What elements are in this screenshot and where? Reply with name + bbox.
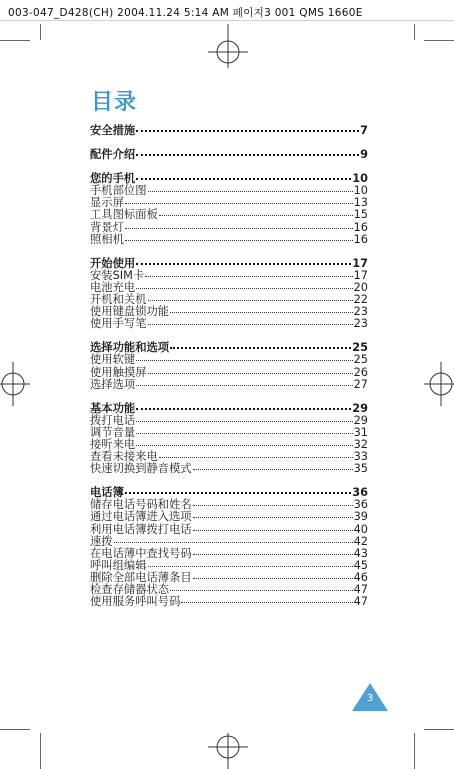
toc-leader-dots [193,505,353,506]
toc-leader-dots [148,373,353,374]
trim-line [424,729,454,730]
toc-leader-dots [193,469,353,470]
toc-page-number: 40 [353,522,368,536]
toc-leader-dots [136,263,351,265]
toc-entry-label: 显示屏 [90,196,124,210]
toc-page-number: 29 [352,401,368,415]
toc-page-number: 15 [353,208,368,222]
toc-entry-label: 拨打电话 [90,413,136,427]
toc-page-number: 25 [352,341,368,355]
toc-heading-label: 基本功能 [90,401,136,415]
toc-page-number: 31 [353,425,368,439]
registration-mark-left-icon [0,362,30,406]
toc-entry-label: 利用电话簿拨打电话 [90,522,192,536]
toc-entry[interactable] [90,379,368,391]
toc-leader-dots [148,566,353,567]
toc-entry-label: 储存电话号码和姓名 [90,498,192,512]
toc-page-number: 39 [353,510,368,524]
toc-entry-label: 呼叫组编辑 [90,558,147,572]
toc-leader-dots [125,203,353,204]
toc-entry-label: 选择选项 [90,377,136,391]
toc-entry-label: 检查存储器状态 [90,583,170,596]
toc-page-number: 33 [353,450,368,464]
toc-entry[interactable] [90,367,368,379]
toc-leader-dots [159,457,353,458]
toc-entry-label: 背景灯 [90,220,124,234]
toc-section [90,342,368,390]
print-slug-bar [0,0,454,22]
toc-section-heading[interactable] [90,149,368,161]
toc-page-number: 7 [360,124,368,137]
toc-entry[interactable] [90,511,368,523]
toc-entry-label: 工具图标面板 [90,208,158,222]
toc-entry[interactable] [90,185,368,197]
toc-heading-label: 配件介绍 [90,148,136,162]
toc-entry-label: 电池充电 [90,280,136,294]
print-slug-divider [0,20,454,21]
toc-leader-dots [136,421,352,422]
toc-entry[interactable] [90,234,368,246]
toc-leader-dots [148,300,353,301]
toc-section [90,149,368,161]
toc-entry-label: 接听来电 [90,437,136,451]
toc-section [90,125,368,137]
toc-entry[interactable] [90,536,368,548]
toc-entry-label: 开机和关机 [90,293,147,307]
registration-mark-right-icon [424,362,454,406]
toc-section-heading[interactable] [90,125,368,137]
toc-page-number: 23 [353,317,368,331]
toc-leader-dots [193,517,353,518]
toc-page-number: 25 [353,353,368,367]
toc-leader-dots [145,276,352,277]
trim-line [414,733,415,769]
toc-entry[interactable] [90,524,368,536]
toc-entry-label: 使用软键 [90,353,136,367]
toc-page-number: 13 [353,196,368,210]
toc-entry-label: 手机部位图 [90,184,147,198]
toc-page-number: 29 [353,413,368,427]
toc-heading-label: 电话簿 [90,486,124,500]
toc-leader-dots [136,154,359,156]
toc-heading-label: 开始使用 [90,256,136,270]
toc-entry-label: 使用手写笔 [90,317,147,331]
page-number: 3 [366,693,374,704]
toc-page-number: 36 [352,486,368,500]
toc-leader-dots [136,130,359,132]
toc-page-number: 47 [353,595,368,609]
toc-page-number: 43 [353,546,368,560]
toc-entry-label: 在电话薄中查找号码 [90,546,192,560]
trim-line [414,24,415,40]
toc-page-number: 17 [352,256,368,270]
toc-leader-dots [193,578,353,579]
toc-leader-dots [136,433,352,434]
toc-heading-label: 选择功能和选项 [90,341,170,355]
toc-entry[interactable] [90,222,368,234]
toc-entry-label: 使用键盘锁功能 [90,305,170,319]
page-number-badge [352,683,388,711]
toc-entry-label: 通过电话簿进入选项 [90,510,192,524]
toc-page-number: 10 [352,172,368,186]
trim-line [40,733,41,769]
page-title: 目录 [91,90,138,115]
registration-mark-top-icon [208,24,248,68]
toc-entry-label: 安装SIM卡 [90,268,145,282]
toc-page-number: 22 [353,293,368,307]
toc-leader-dots [193,530,353,531]
toc-leader-dots [125,228,353,229]
toc-section [90,487,368,608]
toc-entry[interactable] [90,318,368,330]
trim-line [40,24,41,40]
toc-page-number: 16 [353,232,368,246]
trim-line [424,40,454,41]
toc-leader-dots [148,324,353,325]
toc-entry[interactable] [90,354,368,366]
toc-entry-label: 查看未接来电 [90,450,158,464]
toc-leader-dots [136,385,352,386]
toc-page-number: 35 [353,462,368,476]
toc-page-number: 27 [353,377,368,391]
toc-entry[interactable] [90,209,368,221]
toc-entry-label: 删除全部电话薄条目 [90,570,192,584]
toc-entry-label: 调节音量 [90,425,136,439]
toc-leader-dots [136,445,352,446]
toc-entry[interactable] [90,596,368,608]
toc-heading-label: 您的手机 [90,172,136,186]
toc-page-number: 36 [353,498,368,512]
toc-leader-dots [193,554,353,555]
toc-page-number: 20 [353,280,368,294]
toc-page-number: 45 [353,558,368,572]
toc-page-number: 46 [353,570,368,584]
toc-leader-dots [125,240,353,241]
toc-page-number: 16 [353,220,368,234]
toc-leader-dots [170,347,351,349]
toc-leader-dots [170,590,353,591]
toc-entry[interactable] [90,548,368,560]
toc-leader-dots [170,312,353,313]
toc-leader-dots [148,191,353,192]
toc-section [90,258,368,331]
toc-leader-dots [136,360,352,361]
trim-line [0,40,30,41]
toc-page-number: 17 [353,268,368,282]
table-of-contents [90,125,368,620]
toc-leader-dots [114,542,353,543]
toc-entry-label: 使用服务呼叫号码 [90,595,181,609]
toc-page-number: 47 [353,583,368,596]
trim-line [0,729,30,730]
toc-leader-dots [136,178,351,180]
toc-page-number: 10 [353,184,368,198]
toc-page-number: 23 [353,305,368,319]
toc-leader-dots [125,492,351,494]
toc-entry-label: 使用触摸屏 [90,365,147,379]
toc-leader-dots [136,288,352,289]
registration-mark-bottom-icon [208,733,248,769]
toc-page-number: 9 [360,148,368,162]
toc-heading-label: 安全措施 [90,124,136,137]
toc-entry[interactable] [90,463,368,475]
toc-page-number: 42 [353,534,368,548]
toc-section-heading[interactable] [90,403,368,415]
toc-entry-label: 速拨 [90,534,113,548]
toc-page-number: 32 [353,437,368,451]
toc-page-number: 26 [353,365,368,379]
print-slug-text: 003-047_D428(CH) 2004.11.24 5:14 AM 페이지3 001 QMS 1660E [8,7,363,19]
toc-leader-dots [136,408,351,410]
toc-entry-label: 照相机 [90,232,124,246]
toc-section [90,403,368,476]
toc-leader-dots [159,215,353,216]
toc-entry-label: 快速切换到静音模式 [90,462,192,476]
toc-leader-dots [181,602,352,603]
toc-section [90,173,368,246]
